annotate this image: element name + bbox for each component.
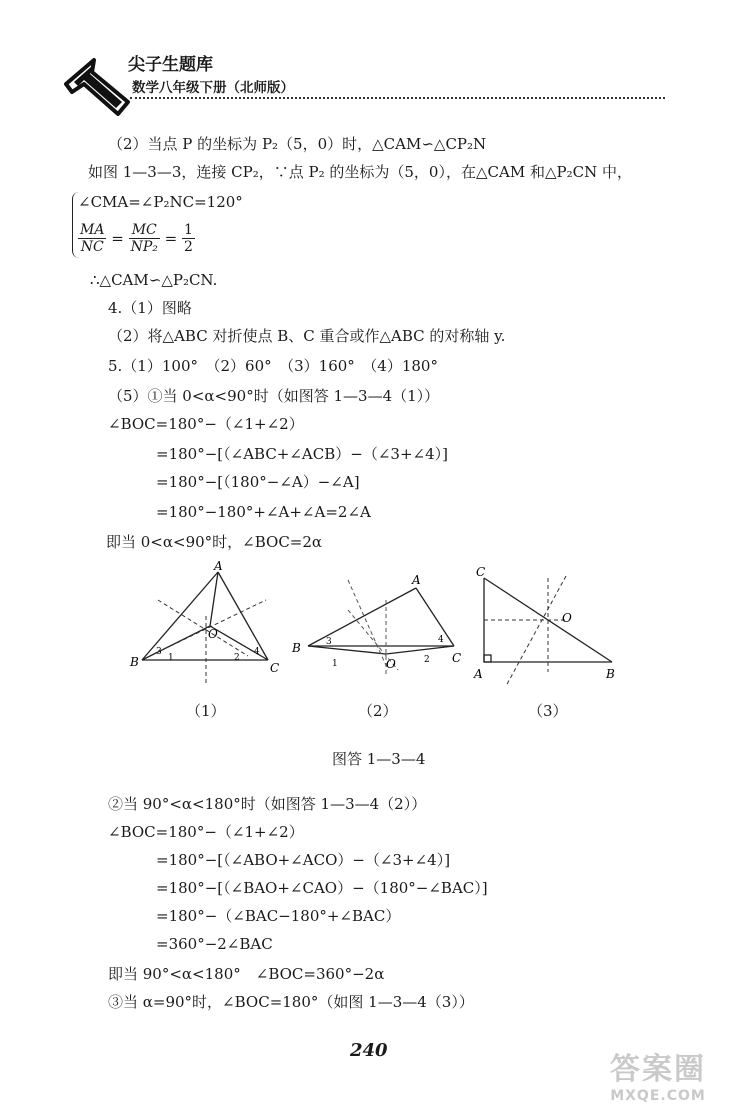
figure-2-caption: （2） (358, 702, 398, 720)
angle-label-4: 4 (254, 647, 260, 657)
text-line: =180°−[（∠BAO+∠CAO）−（180°−∠BAC）] (156, 879, 488, 897)
arrow-logo-icon (62, 56, 132, 118)
fraction-equation: $\frac{MA}{NC}$ = $\frac{MC}{\text{NP₂}}$ = $\frac{1}{2}$ (80, 222, 193, 255)
figure-1 (118, 556, 283, 691)
text-line: （2）将△ABC 对折使点 B、C 重合或作△ABC 的对称轴 y. (108, 327, 506, 345)
line-segment (218, 572, 268, 660)
text-line: =180°−[（∠ABO+∠ACO）−（∠3+∠4）] (156, 851, 451, 869)
text-line: 即当 0<α<90°时，∠BOC=2α (106, 533, 323, 551)
text-line: （5）①当 0<α<90°时（如图答 1—3—4（1）） (108, 387, 440, 405)
figure-1-caption: （1） (186, 702, 226, 720)
line-segment (308, 646, 386, 654)
angle-label-2: 2 (424, 655, 430, 665)
text-line: 5.（1）100° （2）60° （3）160° （4）180° (108, 357, 438, 375)
angle-label-3: 3 (156, 647, 162, 657)
header-title: 尖子生题库 (128, 55, 213, 75)
line-segment (308, 588, 416, 646)
fraction: $\frac{1}{2}$ (184, 222, 193, 255)
point-label-c: C (270, 661, 280, 675)
perpendicular-bisector (158, 600, 266, 652)
point-label-a: A (412, 573, 421, 587)
text-line: =180°−[（∠ABC+∠ACB）−（∠3+∠4）] (156, 445, 448, 463)
header (0, 0, 750, 110)
point-label-o: O (208, 627, 218, 641)
watermark: 答案圈 MXQE.COM (610, 1052, 706, 1104)
point-label-a: A (214, 559, 223, 573)
point-label-a: A (474, 667, 483, 681)
text-line: ∴△CAM∽△P₂CN. (90, 271, 218, 289)
text-line: ∠CMA=∠P₂NC=120° (78, 193, 243, 211)
point-label-o: O (562, 611, 572, 625)
header-subtitle: 数学八年级下册（北师版） (132, 80, 294, 96)
right-angle-mark (484, 655, 491, 662)
text-line: =360°−2∠BAC (156, 935, 273, 953)
perpendicular-bisector (158, 600, 248, 656)
point-label-c: C (452, 651, 462, 665)
text-line: ②当 90°<α<180°时（如图答 1—3—4（2）） (108, 795, 427, 813)
text-line: 4.（1）图略 (108, 299, 192, 317)
line-segment (142, 572, 218, 660)
point-label-o: O (386, 657, 396, 671)
line-segment (416, 588, 454, 646)
figure-2 (288, 570, 468, 680)
text-line: ∠BOC=180°−（∠1+∠2） (108, 415, 304, 433)
line-segment (386, 646, 454, 654)
figure-3 (470, 562, 630, 690)
angle-label-2: 2 (234, 653, 240, 663)
text-line: （2）当点 P 的坐标为 P₂（5，0）时，△CAM∽△CP₂N (108, 135, 487, 153)
perpendicular-bisector (506, 576, 566, 686)
text-line: 即当 90°<α<180° ∠BOC=360°−2α (108, 965, 385, 983)
text-line: ∠BOC=180°−（∠1+∠2） (108, 823, 304, 841)
text-line: ③当 α=90°时，∠BOC=180°（如图 1—3—4（3）） (108, 993, 474, 1011)
line-segment (142, 626, 210, 660)
header-divider (130, 97, 665, 99)
text-line: =180°−[（180°−∠A）−∠A] (156, 473, 360, 491)
angle-label-3: 3 (326, 637, 332, 647)
fraction: $\frac{MA}{NC}$ (80, 222, 105, 255)
angle-label-1: 1 (332, 659, 338, 669)
angle-label-4: 4 (438, 635, 444, 645)
point-label-c: C (476, 565, 486, 579)
text-line: =180°−180°+∠A+∠A=2∠A (156, 503, 371, 521)
figure-group-caption: 图答 1—3—4 (332, 750, 426, 768)
text-line: 如图 1—3—3，连接 CP₂，∵点 P₂ 的坐标为（5，0），在△CAM 和△P₂CN 中， (88, 163, 632, 181)
point-label-b: B (130, 655, 139, 669)
fraction: $\frac{MC}{\text{NP₂}}$ (130, 222, 158, 255)
point-label-b: B (606, 667, 615, 681)
angle-label-1: 1 (168, 653, 174, 663)
text-line: =180°−（∠BAC−180°+∠BAC） (156, 907, 401, 925)
figure-3-caption: （3） (528, 702, 568, 720)
perpendicular-bisector (348, 580, 388, 670)
page-number: 240 (350, 1040, 388, 1061)
point-label-b: B (292, 641, 301, 655)
